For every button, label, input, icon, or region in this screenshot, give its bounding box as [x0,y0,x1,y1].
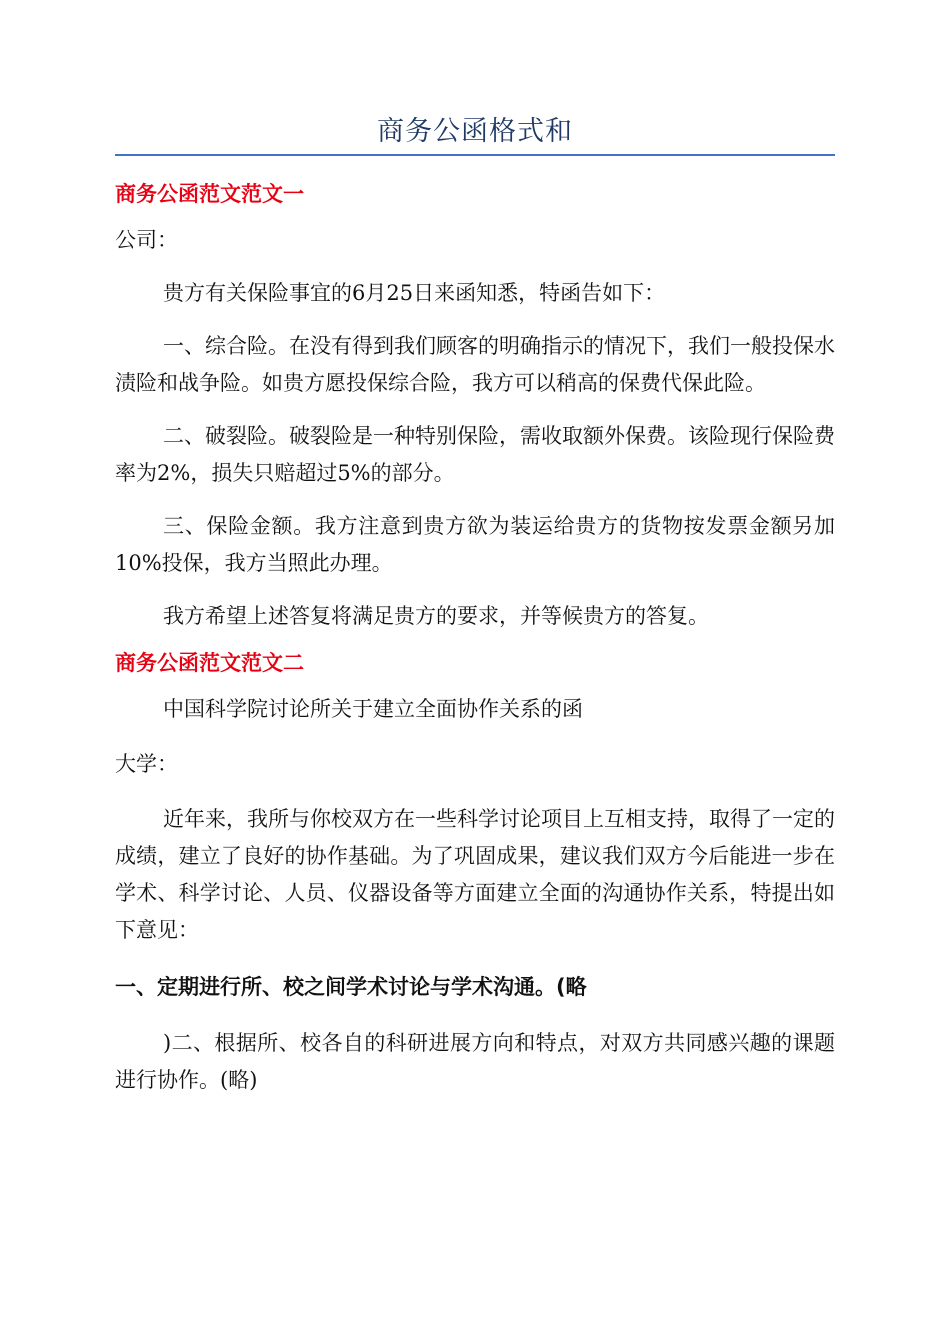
section2-item1-heading: 一、定期进行所、校之间学术讨论与学术沟通。(略 [115,975,587,999]
section2-heading: 商务公函范文范文二 [115,651,304,675]
section1-item1: 一、综合险。在没有得到我们顾客的明确指示的情况下，我们一般投保水渍险和战争险。如贵方愿投保综合险，我方可以稍高的保费代保此险。 [115,334,835,395]
section1-closing: 我方希望上述答复将满足贵方的要求，并等候贵方的答复。 [163,604,709,628]
section1-item3: 三、保险金额。我方注意到贵方欲为装运给贵方的货物按发票金额另加10%投保，我方当照此办理。 [115,514,835,575]
section2-salutation: 大学： [115,752,178,776]
section2-body: 近年来，我所与你校双方在一些科学讨论项目上互相支持，取得了一定的成绩，建立了良好的协作基础。为了巩固成果，建议我们双方今后能进一步在学术、科学讨论、人员、仪器设备等方面建立全面的沟通协作关系，特提出如下意见： [115,807,835,942]
section1-salutation: 公司： [115,228,178,252]
title-underline [115,154,835,156]
section1-item2: 二、破裂险。破裂险是一种特别保险，需收取额外保费。该险现行保险费率为2%，损失只赔超过5%的部分。 [115,424,835,485]
document-title: 商务公函格式和 [377,116,573,147]
section2-subject: 中国科学院讨论所关于建立全面协作关系的函 [163,697,583,721]
document-body [115,172,835,1099]
section1-intro: 贵方有关保险事宜的6月25日来函知悉，特函告如下： [163,281,666,305]
section2-item2: )二、根据所、校各自的科研进展方向和特点，对双方共同感兴趣的课题进行协作。(略) [115,1031,835,1092]
section1-heading: 商务公函范文范文一 [115,182,304,206]
